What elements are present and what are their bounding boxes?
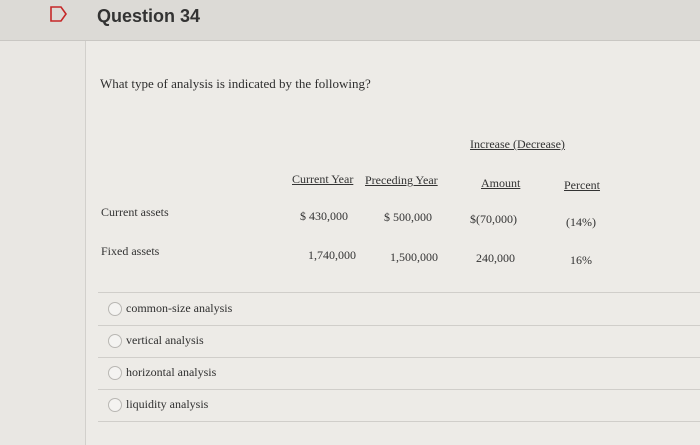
question-title: Question 34: [97, 6, 201, 26]
cell-current-assets-percent: (14%): [566, 215, 596, 229]
row-label-fixed-assets: Fixed assets: [101, 244, 160, 258]
question-header: [0, 0, 700, 41]
col-percent: Percent: [564, 178, 600, 192]
increase-decrease-header: Increase (Decrease): [470, 137, 565, 151]
cell-fixed-assets-preceding: 1,500,000: [390, 250, 438, 264]
radio-button[interactable]: [108, 398, 122, 412]
cell-fixed-assets-amount: 240,000: [476, 251, 515, 265]
col-current-year: Current Year: [292, 172, 354, 186]
radio-button[interactable]: [108, 366, 122, 380]
cell-current-assets-current: $ 430,000: [300, 209, 348, 223]
option-divider: [98, 325, 700, 326]
cell-current-assets-amount: $(70,000): [470, 212, 517, 226]
option-label[interactable]: liquidity analysis: [126, 397, 209, 411]
radio-button[interactable]: [108, 302, 122, 316]
question-text: What type of analysis is indicated by the following?: [100, 76, 371, 91]
col-preceding-year: Preceding Year: [365, 173, 438, 187]
cell-current-assets-preceding: $ 500,000: [384, 210, 432, 224]
cell-fixed-assets-current: 1,740,000: [308, 248, 356, 262]
option-divider: [98, 389, 700, 390]
row-label-current-assets: Current assets: [101, 205, 169, 219]
option-divider: [98, 421, 700, 422]
option-label[interactable]: vertical analysis: [126, 333, 204, 347]
cell-fixed-assets-percent: 16%: [570, 253, 592, 267]
option-divider: [98, 292, 700, 293]
option-divider: [98, 357, 700, 358]
col-amount: Amount: [481, 176, 521, 190]
flag-icon[interactable]: [50, 6, 68, 22]
radio-button[interactable]: [108, 334, 122, 348]
option-label[interactable]: horizontal analysis: [126, 365, 217, 379]
question-body: [85, 41, 700, 445]
option-label[interactable]: common-size analysis: [126, 301, 233, 315]
